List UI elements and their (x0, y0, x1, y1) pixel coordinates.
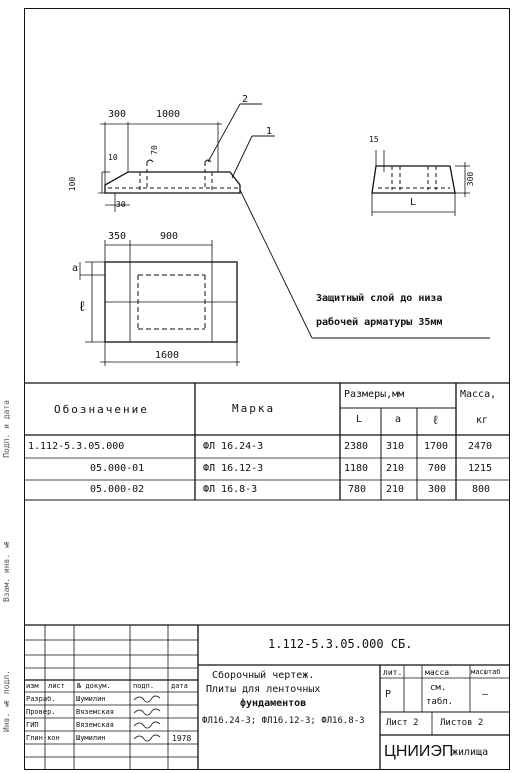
sig-role: Провер. (26, 708, 56, 716)
row-mass: 800 (472, 484, 491, 495)
lit-value: Р (385, 689, 392, 700)
sig-role: Разраб. (26, 695, 56, 703)
title-line-1: Сборочный чертеж. (212, 670, 315, 681)
plan-dim-a: a (72, 263, 79, 274)
scale-value: — (482, 689, 489, 700)
lit-header: лит. (383, 668, 403, 677)
row-l: 1700 (424, 441, 449, 452)
header-l: ℓ (432, 413, 440, 427)
elev-dim-1000: 1000 (156, 109, 181, 120)
row-designation: 05.000-02 (90, 484, 145, 495)
sig-date: 1978 (172, 734, 192, 743)
elev-dim-30: 30 (116, 200, 126, 209)
title-line-3: фундаментов (240, 698, 307, 709)
header-kg: кг (476, 415, 489, 426)
header-L: L (356, 414, 363, 425)
plan-dim-350: 350 (108, 231, 127, 242)
header-mark: Марка (232, 402, 276, 415)
sig-name: Шумилин (76, 734, 106, 742)
elev-dim-300: 300 (108, 109, 127, 120)
sig-header-list: лист (48, 682, 65, 690)
title-line-2: Плиты для ленточных (206, 684, 321, 695)
section-dim-L: L (410, 197, 417, 208)
sig-header-date: дата (171, 682, 188, 690)
sheets-total: Листов 2 (440, 718, 484, 728)
mass-value-2: табл. (426, 697, 454, 707)
note-line-1: Защитный слой до низа (316, 293, 443, 304)
sig-role: Глин-кон (26, 734, 60, 742)
side-label-inv: Инв. № подл. (2, 670, 11, 732)
leader-label-1: 1 (266, 126, 273, 137)
row-mass: 1215 (468, 463, 493, 474)
row-designation: 05.000-01 (90, 463, 145, 474)
sig-role: ГИП (26, 721, 39, 729)
elev-dim-10: 10 (108, 153, 118, 162)
sig-name: Вяземская (76, 721, 114, 729)
header-mass: Масса, (460, 389, 497, 400)
signature-scribble (134, 735, 160, 741)
row-designation: 1.112-5.3.05.000 (28, 441, 125, 452)
row-a: 310 (386, 441, 405, 452)
elev-dim-100: 100 (68, 176, 78, 192)
mass-value-1: см. (430, 683, 447, 693)
org-name: жилища (452, 747, 489, 758)
header-a: a (395, 414, 402, 425)
row-l: 700 (428, 463, 447, 474)
elev-dim-70: 70 (149, 145, 159, 155)
side-label-vzam: Взам. инв. № (2, 540, 11, 602)
signature-scribble (134, 696, 160, 702)
sig-header-sign: подп. (133, 682, 155, 690)
row-mark: ФЛ 16.12-3 (203, 463, 264, 474)
sig-header-izm: изм (26, 682, 39, 690)
row-mark: ФЛ 16.24-3 (203, 441, 264, 452)
note-line-2: рабочей арматуры 35мм (316, 317, 443, 328)
row-l: 300 (428, 484, 447, 495)
marks-line: ФЛ16.24-3; ФЛ16.12-3; ФЛ16.8-3 (202, 716, 365, 726)
sig-header-doc-no: № докум. (77, 682, 111, 690)
row-L: 780 (348, 484, 367, 495)
row-L: 1180 (344, 463, 369, 474)
row-a: 210 (386, 463, 405, 474)
header-designation: Обозначение (54, 403, 149, 416)
org-logo: ЦНИИЭП (384, 743, 454, 760)
plan-dim-900: 900 (160, 231, 179, 242)
plan-dim-l: ℓ (78, 299, 88, 315)
row-mark: ФЛ 16.8-3 (203, 484, 258, 495)
mass-header: масса (425, 668, 450, 677)
signature-scribble (134, 709, 160, 715)
plan-dim-1600: 1600 (155, 350, 180, 361)
sheet-number: Лист 2 (386, 718, 419, 728)
side-label-sign-date: Подп. и дата (2, 400, 11, 458)
section-dim-15: 15 (369, 135, 379, 144)
signature-scribble (134, 722, 160, 728)
row-L: 2380 (344, 441, 369, 452)
row-mass: 2470 (468, 441, 493, 452)
doc-code: 1.112-5.3.05.000 СБ. (268, 637, 413, 651)
leader-label-2: 2 (242, 94, 249, 105)
section-dim-300: 300 (466, 171, 476, 187)
row-a: 210 (386, 484, 405, 495)
sig-name: Вяземская (76, 708, 114, 716)
header-dimensions: Размеры,мм (344, 389, 405, 400)
sig-name: Шумилин (76, 695, 106, 703)
scale-header: масштаб (471, 668, 501, 676)
